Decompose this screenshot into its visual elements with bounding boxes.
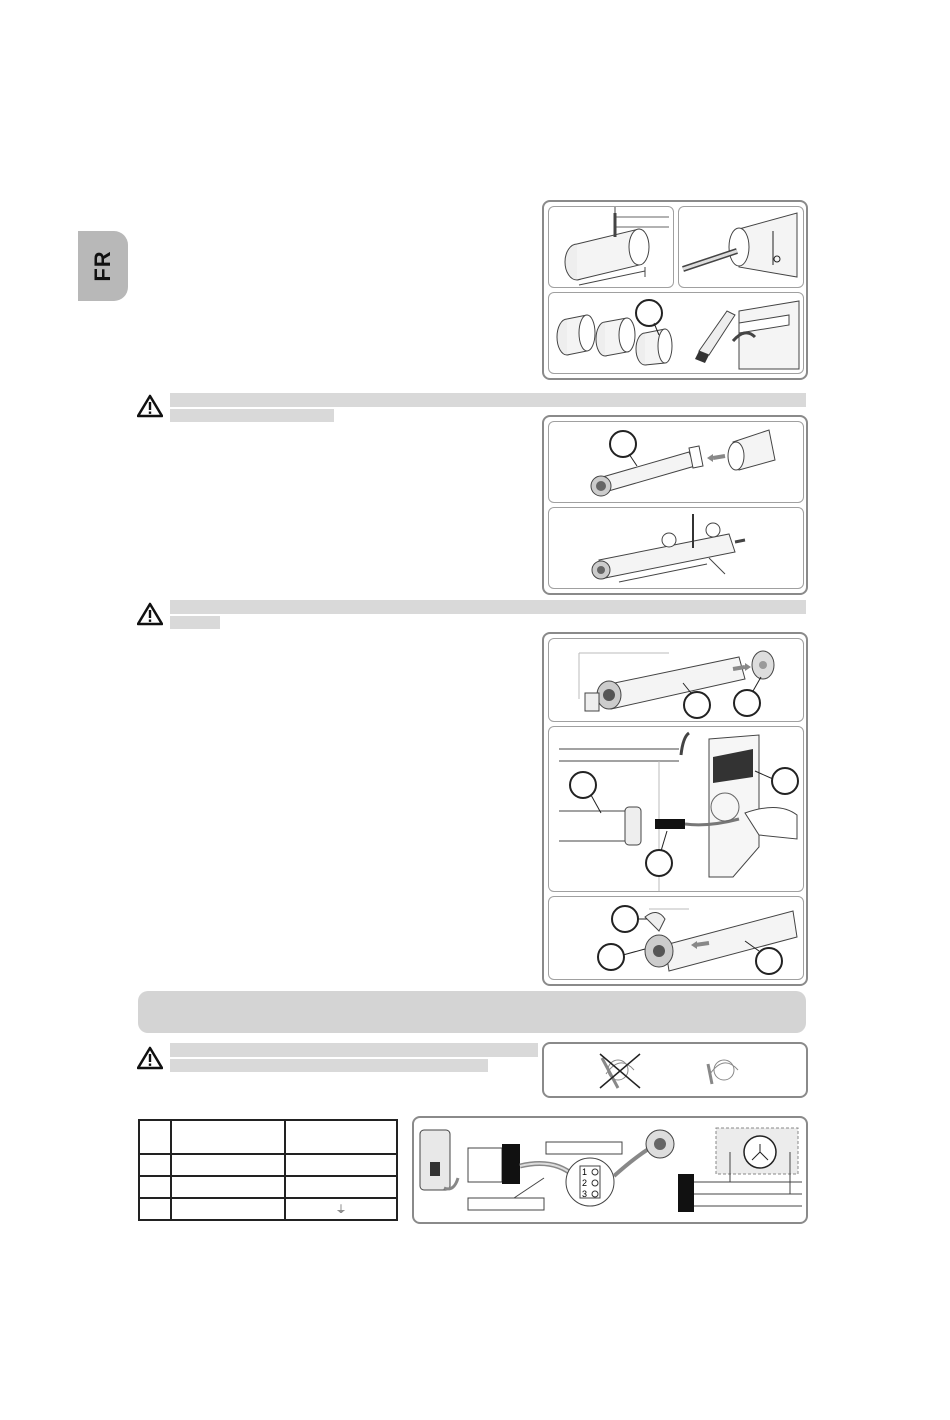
warning-bar-3-line-1 [170,1043,538,1057]
wiring-table [138,1119,398,1221]
table-cell [139,1120,171,1154]
table-cell [171,1198,285,1220]
figure-motor-insertion [542,415,808,595]
table-cell [285,1176,397,1198]
warning-bar-3-line-2 [170,1059,488,1072]
table-cell [139,1176,171,1198]
figure-motor-into-tube [548,421,804,503]
terminal-label-3: 3 [582,1189,588,1199]
warning-icon [137,602,163,626]
warning-icon [137,1046,163,1070]
table-cell [171,1120,285,1154]
table-cell [285,1154,397,1176]
motor-into-tube-drawing [549,422,803,502]
motor-clipping-drawing [549,897,803,979]
table-row [139,1198,397,1220]
table-cell [171,1154,285,1176]
figure-tube-adapters [548,292,804,374]
wiring-diagram-drawing [414,1118,806,1222]
figure-tube-measure [548,206,674,288]
table-row [139,1120,397,1154]
tube-mounting-drawing [549,639,803,721]
motor-fixing-drawing [549,508,803,588]
language-tab [78,231,128,301]
earth-icon: ⏚ [285,1198,397,1220]
warning-bar-1-line-1 [170,393,806,407]
section-header-bar [138,991,806,1033]
figure-motor-clipping [548,896,804,980]
figure-connector-plugging [548,726,804,892]
figure-tube-mounting [548,638,804,722]
table-cell [285,1120,397,1154]
figure-tube-diameter [678,206,804,288]
table-cell [139,1154,171,1176]
table-row [139,1176,397,1198]
figure-wiring-diagram [412,1116,808,1224]
cable-routing-drawing [544,1044,806,1096]
terminal-label-1: 1 [582,1167,588,1177]
warning-bar-2-line-1 [170,600,806,614]
language-tab-label: FR [90,250,115,282]
table-cell [171,1176,285,1198]
tube-diameter-drawing [679,207,803,287]
figure-tube-preparation [542,200,808,380]
figure-motor-fixing [548,507,804,589]
figure-cable-routing [542,1042,808,1098]
connector-plugging-drawing [549,727,803,891]
table-row [139,1154,397,1176]
warning-icon [137,394,163,418]
figure-installation [542,632,808,986]
tube-adapters-drawing [549,293,803,373]
table-cell [139,1198,171,1220]
warning-bar-2-line-2 [170,616,220,629]
terminal-label-2: 2 [582,1178,588,1188]
tube-measure-drawing [549,207,673,287]
warning-bar-1-line-2 [170,409,334,422]
